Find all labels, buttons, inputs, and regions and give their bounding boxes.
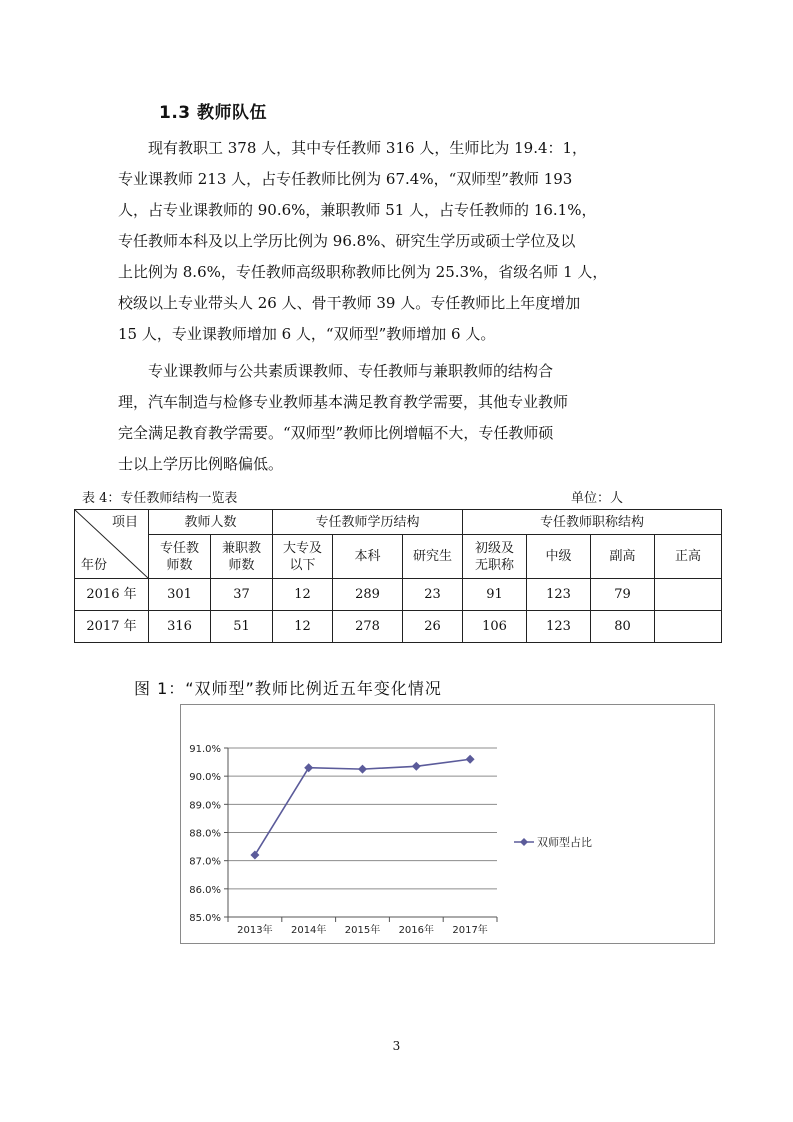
data-point: [358, 765, 367, 774]
table-cell: 23: [403, 579, 463, 611]
table-subheader: [273, 535, 333, 579]
table-group-header: 专任教师职称结构: [463, 510, 722, 535]
table-cell: 80: [591, 611, 655, 643]
table-subheader: [333, 535, 403, 579]
table-row-year: 2016 年: [75, 579, 149, 611]
table-subheader-line: 以下: [289, 557, 316, 573]
table-unit-label: 单位：人: [571, 491, 624, 506]
table-subheader: [527, 535, 591, 579]
paragraph-staff-overview: [118, 133, 698, 350]
table-cell: 301: [149, 579, 211, 611]
data-point: [466, 755, 475, 764]
paragraph-line: 专业课教师与公共素质课教师、专任教师与兼职教师的结构合: [118, 362, 554, 380]
figure-caption: 图 1：“双师型”教师比例近五年变化情况: [134, 679, 442, 698]
paragraph-line: 现有教职工 378 人，其中专任教师 316 人，生师比为 19.4：1，: [118, 139, 588, 157]
table-subheader-line: 无职称: [475, 557, 515, 573]
table-cell: 91: [463, 579, 527, 611]
table-subheader: [403, 535, 463, 579]
table-subheader-line: 正高: [675, 549, 702, 564]
table-subheader-line: 副高: [609, 549, 636, 564]
table-subheader-line: 大专及: [283, 540, 323, 556]
table-cell: 289: [333, 579, 403, 611]
table-subheader: [149, 535, 211, 579]
y-tick-label: 85.0%: [189, 913, 221, 924]
paragraph-line: 完全满足教育教学需要。“双师型”教师比例增幅不大，专任教师硕: [118, 424, 554, 442]
table-cell: 316: [149, 611, 211, 643]
y-tick-label: 88.0%: [189, 828, 221, 840]
table-cell: 106: [463, 611, 527, 643]
y-tick-label: 87.0%: [189, 856, 221, 868]
x-tick-label: 2015年: [344, 925, 381, 936]
corner-year-label: 年份: [81, 558, 108, 573]
series-line: [255, 759, 470, 855]
table-subheader-line: 本科: [354, 549, 381, 564]
table-group-header: 专任教师学历结构: [273, 510, 463, 535]
table-subheader-line: 专任教: [159, 540, 199, 556]
table-subheader-line: 中级: [545, 549, 572, 564]
staff-structure-table: [74, 509, 722, 643]
paragraph-line: 专任教师本科及以上学历比例为 96.8%、研究生学历或硕士学位及以: [118, 232, 576, 250]
table-subheader-line: 初级及: [475, 540, 515, 556]
table-subheader: [463, 535, 527, 579]
table-corner-cell: [75, 510, 149, 579]
table-cell: 12: [273, 579, 333, 611]
data-point: [412, 762, 421, 771]
y-tick-label: 89.0%: [189, 800, 221, 812]
legend-marker: [520, 838, 528, 846]
table-cell: [655, 579, 722, 611]
paragraph-line: 上比例为 8.6%，专任教师高级职称教师比例为 25.3%，省级名师 1 人，: [118, 263, 608, 281]
table-row-year: 2017 年: [75, 611, 149, 643]
table-subheader: [211, 535, 273, 579]
paragraph-line: 校级以上专业带头人 26 人、骨干教师 39 人。专任教师比上年度增加: [118, 294, 581, 312]
table-cell: 79: [591, 579, 655, 611]
paragraph-line: 士以上学历比例略偏低。: [118, 455, 284, 473]
x-tick-label: 2013年: [237, 925, 273, 936]
paragraph-line: 人，占专业课教师的 90.6%，兼职教师 51 人，占专任教师的 16.1%，: [118, 201, 597, 219]
table-subheader-line: 师数: [228, 557, 255, 573]
table-cell: 51: [211, 611, 273, 643]
table-subheader-line: 师数: [166, 557, 193, 573]
table-subheader-line: 研究生: [413, 549, 453, 564]
corner-item-label: 项目: [111, 515, 138, 530]
table-caption: 表 4：专任教师结构一览表: [82, 491, 238, 506]
table-cell: [655, 611, 722, 643]
paragraph-structure-analysis: [118, 356, 698, 480]
line-chart: [181, 705, 714, 943]
x-tick-label: 2016年: [398, 925, 435, 936]
legend-label: 双师型占比: [537, 836, 592, 849]
y-tick-label: 86.0%: [189, 884, 221, 896]
page-number: 3: [392, 1039, 401, 1053]
chart-frame: [180, 704, 715, 944]
table-group-header: 教师人数: [149, 510, 273, 535]
paragraph-line: 理，汽车制造与检修专业教师基本满足教育教学需要，其他专业教师: [118, 393, 569, 411]
data-point: [250, 851, 259, 860]
table-cell: 26: [403, 611, 463, 643]
table-cell: 278: [333, 611, 403, 643]
paragraph-line: 15 人，专业课教师增加 6 人，“双师型”教师增加 6 人。: [118, 325, 496, 343]
x-tick-label: 2014年: [290, 925, 327, 936]
table-cell: 12: [273, 611, 333, 643]
table-cell: 123: [527, 611, 591, 643]
y-tick-label: 90.0%: [189, 772, 221, 784]
section-heading: 1.3 教师队伍: [159, 103, 268, 123]
table-subheader: [591, 535, 655, 579]
x-tick-label: 2017年: [452, 925, 488, 936]
y-tick-label: 91.0%: [189, 744, 221, 755]
table-subheader-line: 兼职教: [222, 540, 262, 556]
table-cell: 123: [527, 579, 591, 611]
table-cell: 37: [211, 579, 273, 611]
paragraph-line: 专业课教师 213 人，占专任教师比例为 67.4%，“双师型”教师 193: [118, 170, 573, 188]
data-point: [304, 763, 313, 772]
table-subheader: [655, 535, 722, 579]
